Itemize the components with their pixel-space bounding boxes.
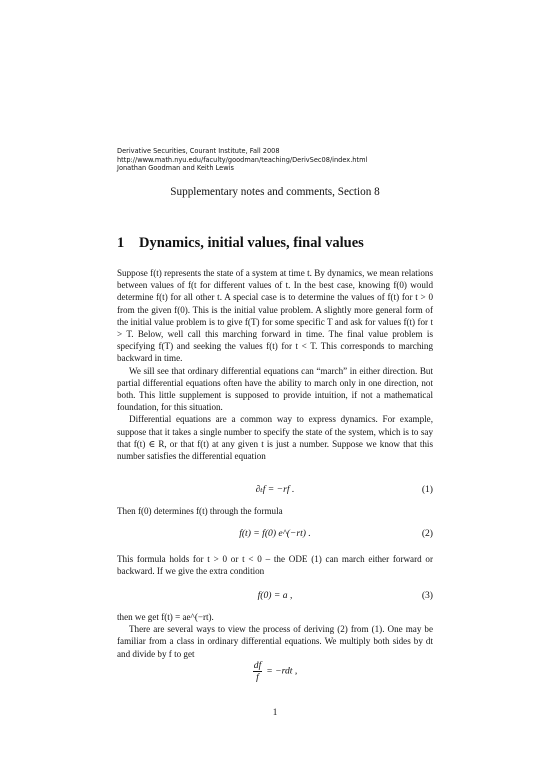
paragraph: There are several ways to view the process of deriving (2) from (1). One may be familiar from a class in ordinary differential equations. We multiply both sides by dt and divide by f to get xyxy=(117,624,433,659)
paragraph: We sill see that ordinary differential equations can “march” in either direction. But partial differential equations often have the ability to march only in one direction, not both. This little supplement is supposed to provide intuition, if not a mathematical foundation, for this situation. xyxy=(117,365,433,413)
paragraph: Then f(0) determines f(t) through the formula xyxy=(117,506,283,516)
equation-body xyxy=(117,660,433,683)
section-number: 1 xyxy=(117,235,125,251)
text-block-2 xyxy=(117,505,433,517)
section-title: Dynamics, initial values, final values xyxy=(139,235,364,251)
paragraph: then we get f(t) = ae^(−rt). xyxy=(117,612,214,622)
equation-body: f(t) = f(0) e^(−rt) . xyxy=(239,528,311,539)
document-title: Supplementary notes and comments, Section 8 xyxy=(170,186,380,198)
page-number: 1 xyxy=(272,707,278,717)
equation-number: (3) xyxy=(421,590,433,601)
fraction-denominator: f xyxy=(256,672,259,683)
paragraph: This formula holds for t > 0 or t < 0 – the ODE (1) can march either forward or backward. If we give the extra condition xyxy=(117,554,433,577)
section-heading xyxy=(117,235,364,252)
equation-body: ∂ₜf = −rf . xyxy=(255,484,295,495)
authors-line: Jonathan Goodman and Keith Lewis xyxy=(117,164,234,173)
fraction xyxy=(253,660,262,683)
course-line: Derivative Securities, Courant Institute, Fall 2008 xyxy=(117,147,280,155)
equation-number: (1) xyxy=(421,484,433,495)
course-header xyxy=(117,147,437,173)
paragraph: Suppose f(t) represents the state of a system at time t. By dynamics, we mean relations between values of f(t for different values of t. In the best case, knowing f(0) would determine f(t) for all other t. A special case is to determine the values of f(t) for t > 0 from the given f(0). This is the initial value problem. A slightly more general form of the initial value problem is to give f(T) for some specific T and ask for values f(t) for t > T. Below, well call this marching forward in time. The final value problem is specifying f(T) and seeking the values f(t) for t < T. This corresponds to marching backward in time. xyxy=(117,268,433,364)
equation-number: (2) xyxy=(421,528,433,539)
equation-body: f(0) = a , xyxy=(257,590,293,601)
course-url: http://www.math.nyu.edu/faculty/goodman/teaching/DerivSec08/index.html xyxy=(117,155,368,164)
fraction-numerator: df xyxy=(253,660,262,671)
text-block-1 xyxy=(117,267,433,462)
text-block-4 xyxy=(117,611,433,660)
paragraph: Differential equations are a common way to express dynamics. For example, suppose that it takes a single number to specify the state of the system, which is to say that f(t) ∈ R, or that f(t) at any given t is just a number. Suppose we know that this number satisfies the differential equation xyxy=(117,414,433,462)
text-block-3 xyxy=(117,553,433,577)
equation-rhs: = −rdt , xyxy=(266,665,298,677)
